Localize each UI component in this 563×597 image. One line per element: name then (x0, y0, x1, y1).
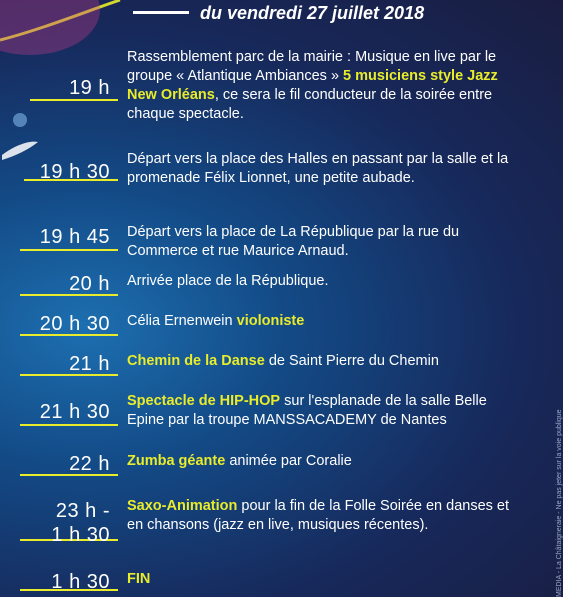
description-text: Rassemblement parc de la mairie : Musique en live par le groupe « Atlantique Ambiances » (127, 49, 497, 84)
schedule-time: 23 h - 1 h 30 (51, 500, 110, 546)
schedule-description (127, 150, 522, 188)
description-text: de Saint Pierre du Chemin (264, 353, 439, 369)
description-text: animée par Coralie (225, 453, 352, 469)
highlight-text: Zumba géante (127, 453, 226, 469)
schedule-time: 1 h 30 (51, 571, 110, 593)
schedule-description (127, 352, 522, 371)
description-text: , ce sera le fil conducteur de la soirée entre chaque spectacle. (127, 87, 493, 122)
highlight-text: 5 musiciens style Jazz New Orléans (127, 68, 498, 103)
header-line (133, 11, 189, 14)
highlight-text: Chemin de la Danse (127, 353, 265, 369)
highlight-text: violoniste (236, 313, 305, 329)
highlight-text: Saxo-Animation (127, 498, 238, 514)
schedule-description (127, 570, 522, 589)
schedule-time: 20 h (69, 273, 110, 295)
schedule-time: 20 h 30 (39, 313, 110, 335)
side-credit: MEDIA - La Châtaigneraie - Ne pas jeter sur la voie publique (556, 409, 563, 597)
description-text: Célia Ernenwein (127, 313, 237, 329)
schedule-time: 19 h (69, 77, 110, 99)
schedule-description (127, 312, 522, 331)
highlight-text: Spectacle de HIP-HOP (127, 393, 281, 409)
schedule-time: 21 h 30 (39, 401, 110, 423)
schedule-time: 19 h 45 (39, 226, 110, 248)
description-text: Départ vers la place de La République par la rue du Commerce et rue Maurice Arnaud. (127, 224, 460, 259)
description-text: sur l'esplanade de la salle Belle Epine par la troupe MANSSACADEMY de Nantes (127, 393, 487, 428)
description-text: Arrivée place de la République. (127, 273, 329, 289)
header-date: du vendredi 27 juillet 2018 (200, 3, 425, 23)
schedule-time: 19 h 30 (39, 161, 110, 183)
highlight-text: FIN (127, 571, 151, 587)
schedule-description (127, 452, 522, 471)
schedule-description (127, 272, 522, 291)
description-text: Départ vers la place des Halles en passant par la salle et la promenade Félix Lionnet, une petite aubade. (127, 151, 509, 186)
schedule-time: 21 h (69, 353, 110, 375)
schedule-description (127, 392, 522, 430)
schedule-time: 22 h (69, 453, 110, 475)
schedule-description (127, 48, 522, 124)
schedule-description (127, 497, 522, 535)
description-text: pour la fin de la Folle Soirée en danses et en chansons (jazz en live, musiques récentes). (127, 498, 510, 533)
schedule-description (127, 223, 522, 261)
